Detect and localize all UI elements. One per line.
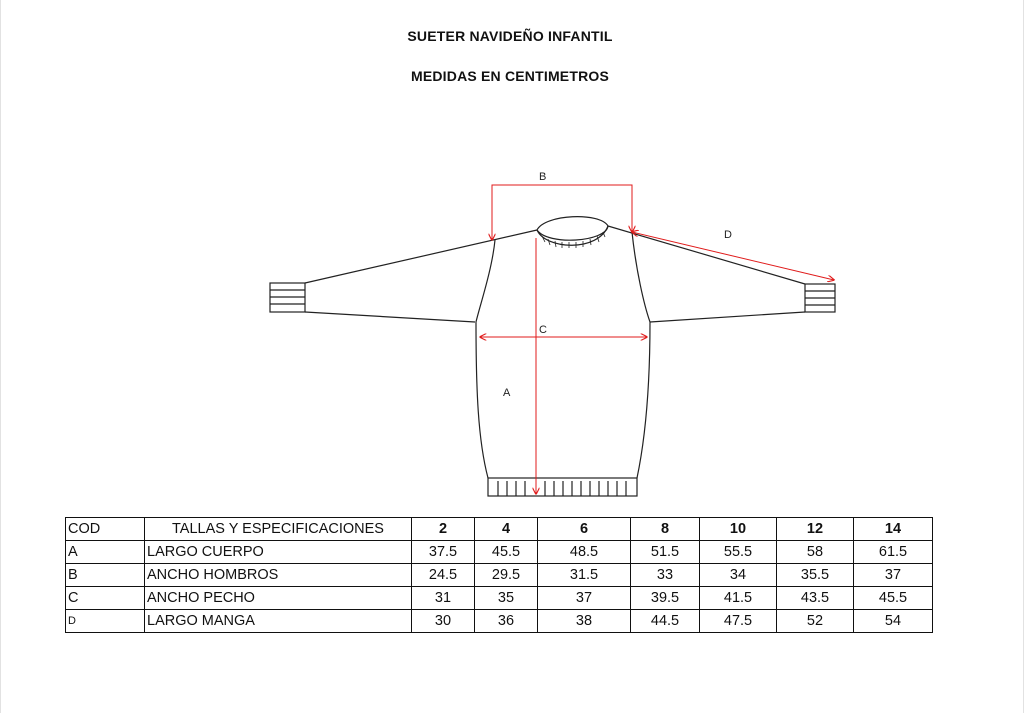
header-spec: TALLAS Y ESPECIFICACIONES bbox=[145, 518, 412, 541]
header-size: 2 bbox=[412, 518, 475, 541]
table-row bbox=[66, 564, 933, 587]
row-value: 51.5 bbox=[631, 541, 700, 564]
row-value: 30 bbox=[412, 610, 475, 633]
arrow-d bbox=[632, 232, 834, 280]
row-cod: A bbox=[66, 541, 145, 564]
row-cod: B bbox=[66, 564, 145, 587]
table-row bbox=[66, 541, 933, 564]
row-value: 35.5 bbox=[777, 564, 854, 587]
row-value: 31 bbox=[412, 587, 475, 610]
row-value: 54 bbox=[854, 610, 933, 633]
row-spec: ANCHO PECHO bbox=[145, 587, 412, 610]
row-value: 52 bbox=[777, 610, 854, 633]
row-value: 31.5 bbox=[538, 564, 631, 587]
row-value: 34 bbox=[700, 564, 777, 587]
row-value: 24.5 bbox=[412, 564, 475, 587]
row-spec: ANCHO HOMBROS bbox=[145, 564, 412, 587]
label-c: C bbox=[539, 324, 547, 336]
label-b: B bbox=[539, 171, 547, 183]
sweater-outline bbox=[270, 217, 835, 496]
row-value: 38 bbox=[538, 610, 631, 633]
page-subtitle: MEDIDAS EN CENTIMETROS bbox=[410, 68, 610, 84]
row-value: 36 bbox=[475, 610, 538, 633]
row-spec: LARGO CUERPO bbox=[145, 541, 412, 564]
row-value: 33 bbox=[631, 564, 700, 587]
row-value: 61.5 bbox=[854, 541, 933, 564]
label-d: D bbox=[724, 229, 732, 241]
table-header-row bbox=[66, 518, 933, 541]
row-value: 43.5 bbox=[777, 587, 854, 610]
arrow-b bbox=[492, 185, 632, 240]
row-value: 29.5 bbox=[475, 564, 538, 587]
row-value: 37 bbox=[538, 587, 631, 610]
label-a: A bbox=[503, 387, 511, 399]
row-value: 44.5 bbox=[631, 610, 700, 633]
table-row bbox=[66, 610, 933, 633]
header-size: 6 bbox=[538, 518, 631, 541]
header-cod: COD bbox=[66, 518, 145, 541]
size-spec-table bbox=[65, 517, 933, 633]
row-value: 47.5 bbox=[700, 610, 777, 633]
header-size: 14 bbox=[854, 518, 933, 541]
page-title: SUETER NAVIDEÑO INFANTIL bbox=[407, 28, 613, 44]
row-value: 39.5 bbox=[631, 587, 700, 610]
header-size: 10 bbox=[700, 518, 777, 541]
row-value: 35 bbox=[475, 587, 538, 610]
row-value: 45.5 bbox=[854, 587, 933, 610]
row-value: 37 bbox=[854, 564, 933, 587]
row-value: 41.5 bbox=[700, 587, 777, 610]
row-value: 55.5 bbox=[700, 541, 777, 564]
row-value: 37.5 bbox=[412, 541, 475, 564]
row-spec: LARGO MANGA bbox=[145, 610, 412, 633]
row-cod: D bbox=[66, 610, 145, 633]
row-value: 58 bbox=[777, 541, 854, 564]
row-cod: C bbox=[66, 587, 145, 610]
table-row bbox=[66, 587, 933, 610]
header-size: 8 bbox=[631, 518, 700, 541]
header-size: 12 bbox=[777, 518, 854, 541]
header-size: 4 bbox=[475, 518, 538, 541]
row-value: 48.5 bbox=[538, 541, 631, 564]
row-value: 45.5 bbox=[475, 541, 538, 564]
